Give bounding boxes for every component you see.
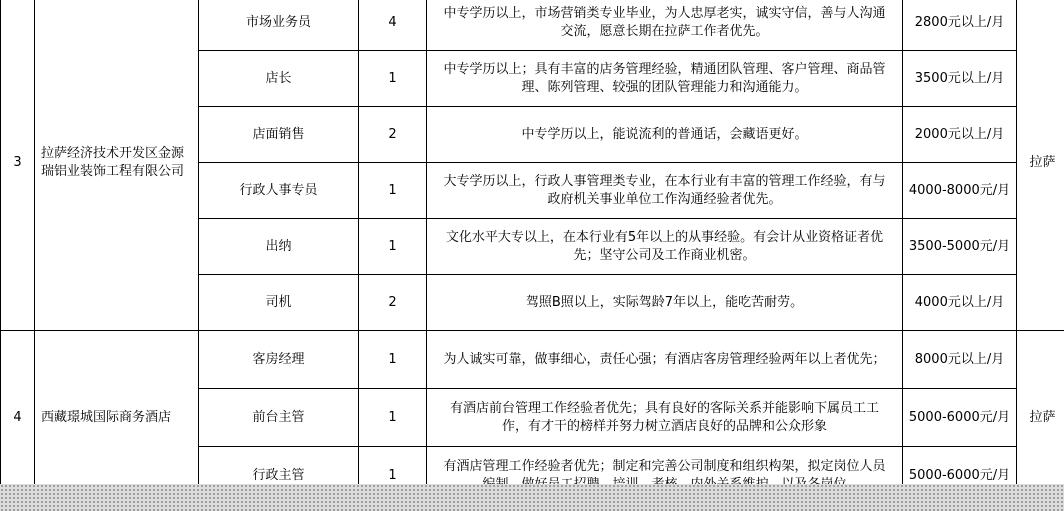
job-count: 1 xyxy=(359,331,427,389)
job-title: 行政人事专员 xyxy=(199,163,359,219)
job-salary: 5000-6000元/月 xyxy=(903,447,1017,505)
company-name: 拉萨经济技术开发区金源瑞铝业装饰工程有限公司 xyxy=(35,0,199,331)
job-title: 行政主管 xyxy=(199,447,359,505)
job-count: 1 xyxy=(359,219,427,275)
job-requirement: 有酒店前台管理工作经验者优先；具有良好的客际关系并能影响下属员工工作，有才干的榜样并努力树立酒店良好的品牌和公众形象 xyxy=(427,389,903,447)
job-requirement: 大专学历以上，行政人事管理类专业，在本行业有丰富的管理工作经验，有与政府机关事业单位工作沟通经验者优先。 xyxy=(427,163,903,219)
job-salary: 3500元以上/月 xyxy=(903,51,1017,107)
job-requirement: 文化水平大专以上，在本行业有5年以上的从事经验。有会计从业资格证者优先；坚守公司及工作商业机密。 xyxy=(427,219,903,275)
job-title: 客房经理 xyxy=(199,331,359,389)
job-requirement: 为人诚实可靠，做事细心，责任心强；有酒店客房管理经验两年以上者优先； xyxy=(427,331,903,389)
job-count: 1 xyxy=(359,389,427,447)
job-requirement: 中专学历以上，市场营销类专业毕业，为人忠厚老实，诚实守信，善与人沟通交流，愿意长期在拉萨工作者优先。 xyxy=(427,0,903,51)
job-title: 出纳 xyxy=(199,219,359,275)
job-count: 1 xyxy=(359,51,427,107)
job-title: 店长 xyxy=(199,51,359,107)
job-location: 拉萨 xyxy=(1017,0,1064,331)
job-salary: 2800元以上/月 xyxy=(903,0,1017,51)
job-title: 店面销售 xyxy=(199,107,359,163)
job-salary: 4000-8000元/月 xyxy=(903,163,1017,219)
job-requirement: 有酒店管理工作经验者优先；制定和完善公司制度和组织构架，拟定岗位人员 xyxy=(427,447,903,505)
job-count: 1 xyxy=(359,163,427,219)
job-salary: 8000元以上/月 xyxy=(903,331,1017,389)
job-salary: 4000元以上/月 xyxy=(903,275,1017,331)
row-index: 4 xyxy=(1,331,35,505)
company-name: 西藏璟城国际商务酒店 xyxy=(35,331,199,505)
job-requirement: 中专学历以上；具有丰富的店务管理经验，精通团队管理、客户管理、商品管理、陈列管理、较强的团队管理能力和沟通能力。 xyxy=(427,51,903,107)
table-row xyxy=(1,0,1064,51)
table-row xyxy=(1,331,1064,389)
window-bottom-shade xyxy=(0,484,1064,511)
job-salary: 5000-6000元/月 xyxy=(903,389,1017,447)
job-location: 拉萨 xyxy=(1017,331,1064,505)
job-salary: 2000元以上/月 xyxy=(903,107,1017,163)
job-title: 市场业务员 xyxy=(199,0,359,51)
job-title: 司机 xyxy=(199,275,359,331)
job-count: 2 xyxy=(359,107,427,163)
job-title: 前台主管 xyxy=(199,389,359,447)
job-count: 4 xyxy=(359,0,427,51)
job-requirement: 驾照B照以上，实际驾龄7年以上，能吃苦耐劳。 xyxy=(427,275,903,331)
job-salary: 3500-5000元/月 xyxy=(903,219,1017,275)
job-requirement: 中专学历以上，能说流利的普通话，会藏语更好。 xyxy=(427,107,903,163)
job-count: 1 xyxy=(359,447,427,505)
job-count: 2 xyxy=(359,275,427,331)
row-index: 3 xyxy=(1,0,35,331)
